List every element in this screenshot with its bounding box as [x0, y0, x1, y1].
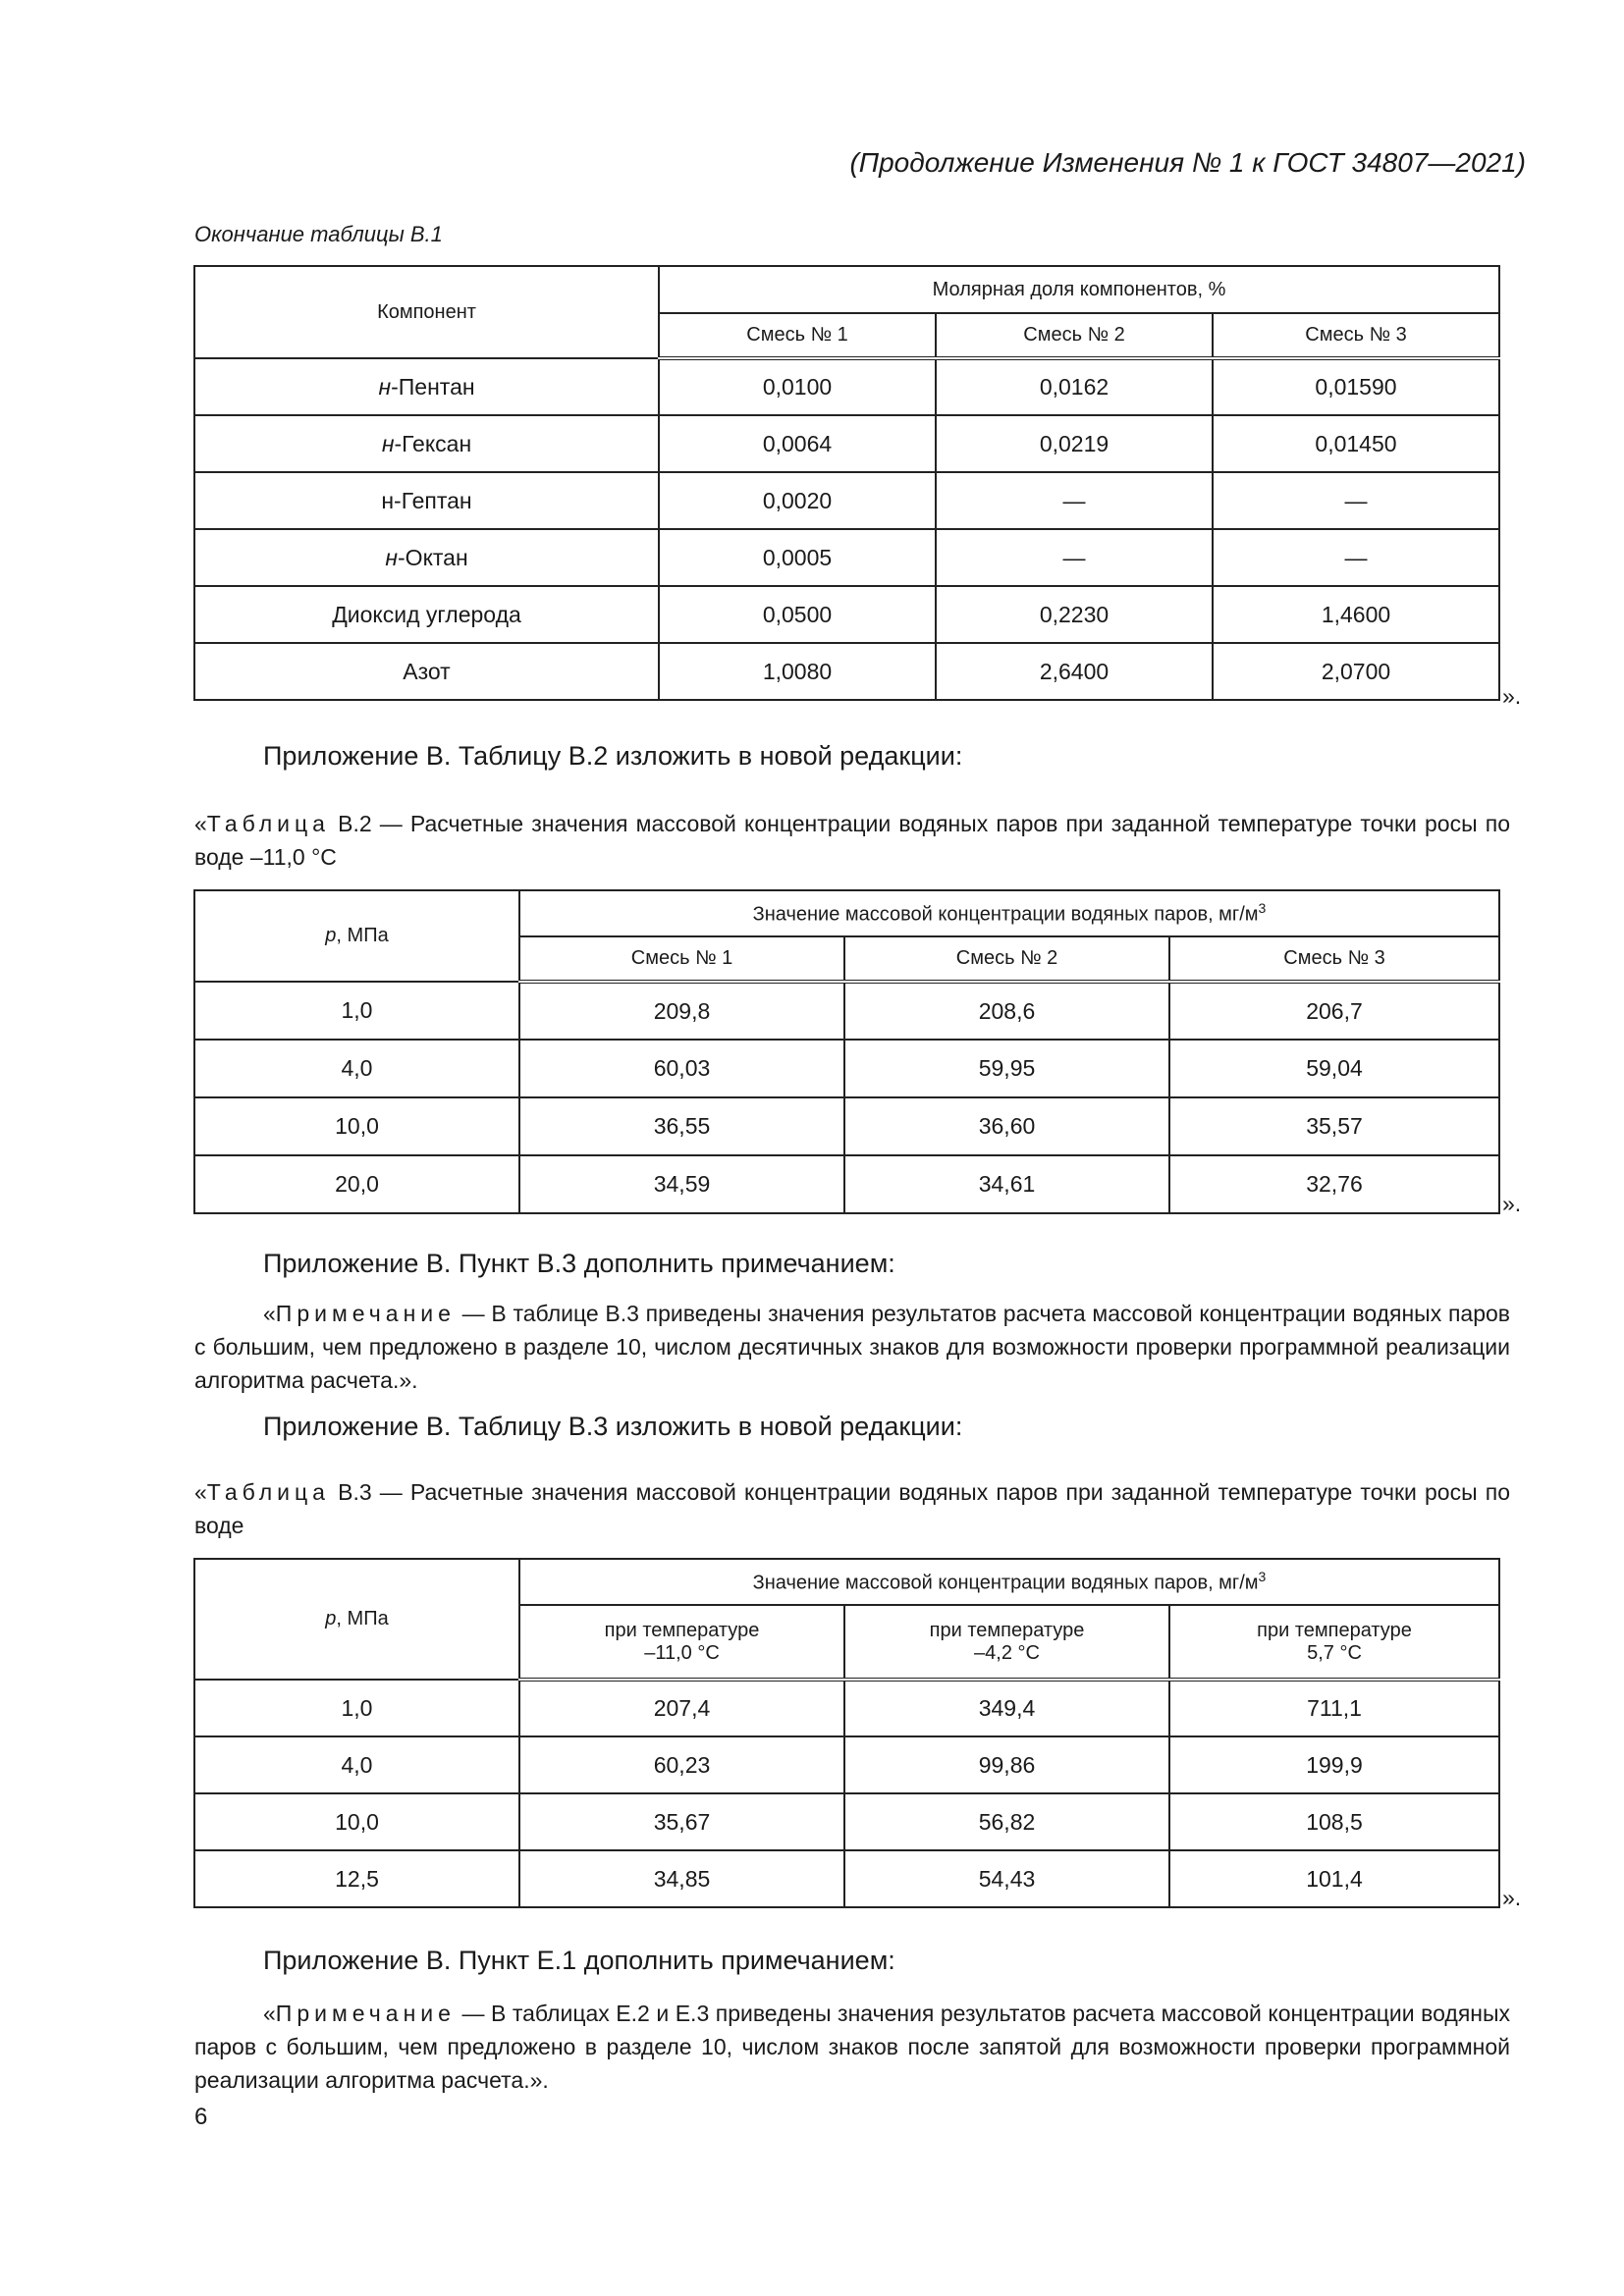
table3-subheader: при температуре –11,0 °С — [519, 1605, 844, 1680]
table3-group-header: Значение массовой концентрации водяных паров, $мг/м^3$ — [519, 1559, 1499, 1605]
table1-cell: 2,6400 — [936, 643, 1213, 700]
table-row — [194, 1040, 1499, 1097]
table3-cell: 34,85 — [519, 1850, 844, 1907]
table1-cell: 0,01590 — [1213, 358, 1499, 415]
table3-cell: 99,86 — [844, 1736, 1169, 1793]
table1-closing-quote: ». — [1502, 683, 1522, 709]
table1-cell: 0,0500 — [659, 586, 936, 643]
table1-cell: 0,0064 — [659, 415, 936, 472]
table2-cell: 59,95 — [844, 1040, 1169, 1097]
note2: «Примечание — В таблицах Е.2 и Е.3 приведены значения результатов расчета массовой концентрации водяных паров с большим, чем предложено в разделе 10, числом знаков после запятой для возможности проверки программной реализации алгоритма расчета.». — [194, 2001, 1510, 2093]
table-row — [194, 1736, 1499, 1793]
table-row — [194, 529, 1499, 586]
table2-group-header: Значение массовой концентрации водяных паров, $мг/м^3$ — [519, 890, 1499, 936]
table1-cell: 0,0162 — [936, 358, 1213, 415]
table2-cell: 208,6 — [844, 982, 1169, 1040]
table1-subheader: Смесь № 1 — [659, 313, 936, 358]
page-header: (Продолжение Изменения № 1 к ГОСТ 34807—2021) — [849, 147, 1526, 178]
table2-cell: 32,76 — [1169, 1155, 1499, 1213]
table1-component-cell: н-Гептан — [194, 472, 659, 529]
table3-col-p: p, МПа — [194, 1559, 519, 1680]
table2-subheader: Смесь № 3 — [1169, 936, 1499, 982]
table-row — [194, 415, 1499, 472]
table2-title: «Таблица В.2 — Расчетные значения массовой концентрации водяных паров при заданной температуре точки росы по воде –11,0 °С — [194, 811, 1510, 870]
table-row — [194, 1850, 1499, 1907]
table1-cell: — — [1213, 472, 1499, 529]
table3 — [193, 1558, 1500, 1908]
table2-col-p: p, МПа — [194, 890, 519, 982]
table-row — [194, 586, 1499, 643]
table1-cell: 0,2230 — [936, 586, 1213, 643]
table2-cell: 206,7 — [1169, 982, 1499, 1040]
table1-cell: 1,0080 — [659, 643, 936, 700]
table3-subheader: при температуре –4,2 °С — [844, 1605, 1169, 1680]
table1-group-header: Молярная доля компонентов, % — [659, 266, 1499, 313]
table-row — [194, 1097, 1499, 1155]
page-number: 6 — [194, 2104, 208, 2130]
table2-closing-quote: ». — [1502, 1191, 1522, 1216]
table3-cell: 199,9 — [1169, 1736, 1499, 1793]
table2 — [193, 889, 1500, 1214]
table2-p-cell: 10,0 — [194, 1097, 519, 1155]
table3-p-cell: 12,5 — [194, 1850, 519, 1907]
table2-cell: 209,8 — [519, 982, 844, 1040]
table1-subheader: Смесь № 2 — [936, 313, 1213, 358]
table1-component-cell: н-Октан — [194, 529, 659, 586]
table1-cell: 2,0700 — [1213, 643, 1499, 700]
table2-p-cell: 4,0 — [194, 1040, 519, 1097]
table2-cell: 60,03 — [519, 1040, 844, 1097]
table2-cell: 36,55 — [519, 1097, 844, 1155]
table1 — [193, 265, 1500, 701]
table1-cell: 0,0100 — [659, 358, 936, 415]
table1-col-component: Компонент — [194, 266, 659, 358]
table3-cell: 54,43 — [844, 1850, 1169, 1907]
paragraph-note-e1: Приложение В. Пункт Е.1 дополнить примечанием: — [263, 1946, 895, 1975]
table3-cell: 56,82 — [844, 1793, 1169, 1850]
table2-p-cell: 20,0 — [194, 1155, 519, 1213]
table1-cell: 1,4600 — [1213, 586, 1499, 643]
table-row — [194, 1680, 1499, 1736]
table2-subheader: Смесь № 2 — [844, 936, 1169, 982]
table3-title: «Таблица В.3 — Расчетные значения массовой концентрации водяных паров при заданной температуре точки росы по воде — [194, 1479, 1510, 1538]
table3-cell: 207,4 — [519, 1680, 844, 1736]
table-row — [194, 982, 1499, 1040]
table1-cell: — — [1213, 529, 1499, 586]
table2-p-cell: 1,0 — [194, 982, 519, 1040]
table3-p-cell: 4,0 — [194, 1736, 519, 1793]
table-row — [194, 358, 1499, 415]
table2-cell: 35,57 — [1169, 1097, 1499, 1155]
table3-p-cell: 10,0 — [194, 1793, 519, 1850]
table1-component-cell: н-Гексан — [194, 415, 659, 472]
table3-cell: 60,23 — [519, 1736, 844, 1793]
table3-cell: 108,5 — [1169, 1793, 1499, 1850]
table-row — [194, 643, 1499, 700]
table1-cell: 0,0005 — [659, 529, 936, 586]
table3-cell: 35,67 — [519, 1793, 844, 1850]
table3-subheader: при температуре 5,7 °С — [1169, 1605, 1499, 1680]
table1-cell: — — [936, 529, 1213, 586]
table2-cell: 34,61 — [844, 1155, 1169, 1213]
table1-component-cell: н-Пентан — [194, 358, 659, 415]
table1-caption: Окончание таблицы В.1 — [194, 222, 443, 246]
note1: «Примечание — В таблице В.3 приведены значения результатов расчета массовой концентрации водяных паров с большим, чем предложено в разделе 10, числом десятичных знаков для возможности проверки программной реализации алгоритма расчета.». — [194, 1301, 1510, 1393]
paragraph-table-b2: Приложение В. Таблицу В.2 изложить в новой редакции: — [263, 741, 963, 771]
table3-cell: 349,4 — [844, 1680, 1169, 1736]
table3-cell: 711,1 — [1169, 1680, 1499, 1736]
paragraph-table-b3: Приложение В. Таблицу В.3 изложить в новой редакции: — [263, 1412, 963, 1441]
table1-cell: 0,0020 — [659, 472, 936, 529]
table-row — [194, 472, 1499, 529]
table1-subheader: Смесь № 3 — [1213, 313, 1499, 358]
table3-cell: 101,4 — [1169, 1850, 1499, 1907]
table-row — [194, 1793, 1499, 1850]
table1-component-cell: Диоксид углерода — [194, 586, 659, 643]
table3-p-cell: 1,0 — [194, 1680, 519, 1736]
table2-cell: 36,60 — [844, 1097, 1169, 1155]
table2-cell: 34,59 — [519, 1155, 844, 1213]
table1-cell: 0,0219 — [936, 415, 1213, 472]
table1-cell: 0,01450 — [1213, 415, 1499, 472]
table3-closing-quote: ». — [1502, 1885, 1522, 1910]
table2-cell: 59,04 — [1169, 1040, 1499, 1097]
table2-subheader: Смесь № 1 — [519, 936, 844, 982]
table-row — [194, 1155, 1499, 1213]
table1-cell: — — [936, 472, 1213, 529]
paragraph-note-b3: Приложение В. Пункт В.3 дополнить примечанием: — [263, 1249, 895, 1278]
table1-component-cell: Азот — [194, 643, 659, 700]
